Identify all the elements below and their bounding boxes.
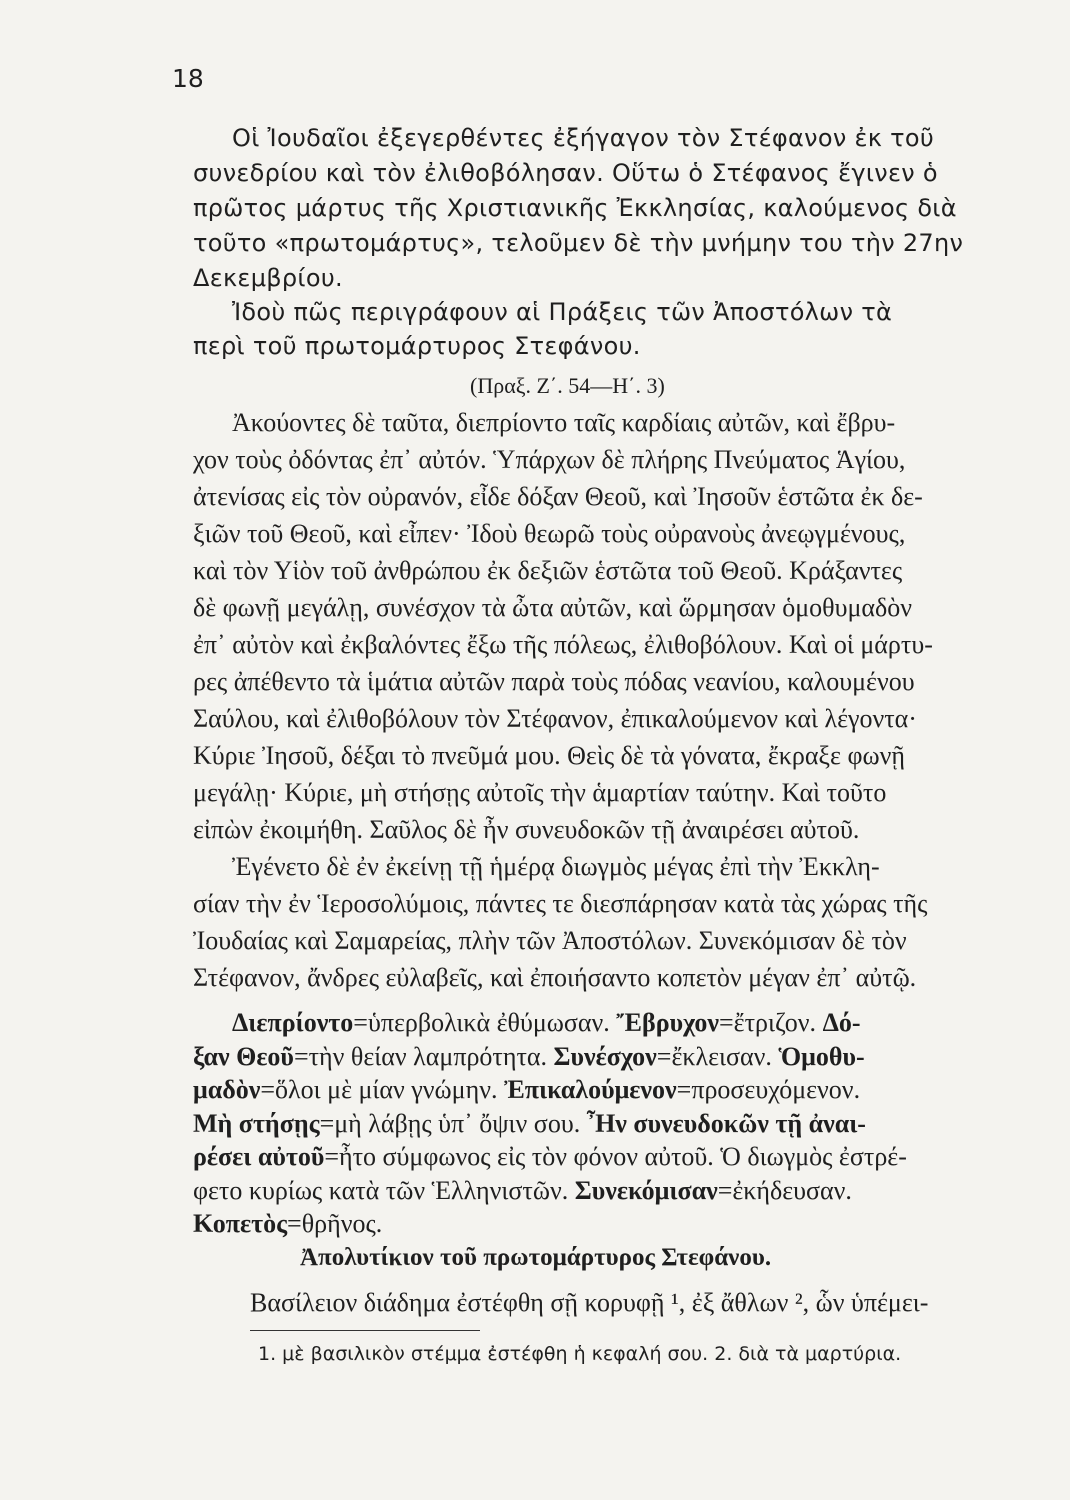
text-line: τοῦτο «πρωτομάρτυς», τελοῦμεν δὲ τὴν μνήμην του τὴν 27ην (193, 229, 964, 257)
scripture-line: Ἀκούοντες δὲ ταῦτα, διεπρίοντο ταῖς καρδίαις αὐτῶν, καὶ ἔβρυ- (232, 408, 896, 437)
glossary-term: Διεπρίοντο (232, 1008, 354, 1037)
glossary-term: Δό- (822, 1008, 861, 1037)
scripture-line: εἰπὼν ἐκοιμήθη. Σαῦλος δὲ ἦν συνευδοκῶν τῇ ἀναιρέσει αὐτοῦ. (193, 815, 860, 844)
glossary-line (193, 1175, 852, 1205)
scripture-line: Στέφανον, ἄνδρες εὐλαβεῖς, καὶ ἐποιήσαντο κοπετὸν μέγαν ἐπ᾽ αὐτῷ. (193, 963, 917, 992)
scripture-line: μεγάλῃ· Κύριε, μὴ στήσῃς αὐτοῖς τὴν ἁμαρτίαν ταύτην. Καὶ τοῦτο (193, 778, 887, 807)
glossary-definition: =ἔκλεισαν. (656, 1041, 779, 1071)
page-number: 18 (172, 64, 204, 93)
footnote: 1. μὲ βασιλικὸν στέμμα ἐστέφθη ἡ κεφαλή σου. 2. διὰ τὰ μαρτύρια. (258, 1343, 902, 1365)
glossary-definition: =ἦτο σύμφωνος εἰς τὸν φόνον αὐτοῦ. Ὁ διωγμὸς ἐστρέ- (324, 1142, 907, 1171)
glossary-line (193, 1077, 860, 1103)
glossary-line (193, 1108, 866, 1138)
glossary-line (232, 1010, 861, 1036)
hymn-line: Βασίλειον διάδημα ἐστέφθη σῇ κορυφῇ ¹, ἐξ ἄθλων ², ὧν ὑπέμει- (250, 1288, 929, 1317)
text-line: περὶ τοῦ πρωτομάρτυρος Στεφάνου. (193, 332, 641, 360)
text-line: Ἰδοὺ πῶς περιγράφουν αἱ Πράξεις τῶν Ἀποστόλων τὰ (232, 298, 893, 326)
glossary-definition: =ἐκήδευσαν. (717, 1175, 852, 1205)
text-line: συνεδρίου καὶ τὸν ἐλιθοβόλησαν. Οὕτω ὁ Στέφανος ἔγινεν ὁ (193, 159, 938, 187)
glossary-definition: =μὴ λάβῃς ὑπ᾽ ὄψιν σου. (319, 1108, 587, 1138)
footnote-divider (250, 1330, 480, 1331)
glossary-definition: =θρῆνος. (287, 1209, 383, 1238)
scripture-line: ξιῶν τοῦ Θεοῦ, καὶ εἶπεν· Ἰδοὺ θεωρῶ τοὺς οὐρανοὺς ἀνεῳγμένους, (193, 519, 906, 548)
scripture-line: σίαν τὴν ἐν Ἱεροσολύμοις, πάντες τε διεσπάρησαν κατὰ τὰς χώρας τῆς (193, 889, 928, 918)
glossary-line (193, 1211, 382, 1237)
scripture-line: Κύριε Ἰησοῦ, δέξαι τὸ πνεῦμά μου. Θεὶς δὲ τὰ γόνατα, ἔκραξε φωνῇ (193, 741, 905, 770)
glossary-term: Ὁμοθυ- (778, 1041, 865, 1071)
scripture-line: Ἐγένετο δὲ ἐν ἐκείνῃ τῇ ἡμέρᾳ διωγμὸς μέγας ἐπὶ τὴν Ἐκκλη- (232, 852, 880, 881)
glossary-term: Μὴ στήσῃς (193, 1108, 320, 1138)
glossary-definition: =τὴν θείαν λαμπρότητα. (293, 1041, 554, 1071)
scripture-line: ἐπ᾽ αὐτὸν καὶ ἐκβαλόντες ἔξω τῆς πόλεως, ἐλιθοβόλουν. Καὶ οἱ μάρτυ- (193, 630, 933, 659)
glossary-term: μαδὸν (193, 1075, 261, 1104)
glossary-term: Ἔβρυχον (616, 1008, 719, 1037)
scripture-line: ρες ἀπέθεντο τὰ ἱμάτια αὐτῶν παρὰ τοὺς πόδας νεανίου, καλουμένου (193, 667, 915, 696)
glossary-term: Ἦν συνευδοκῶν τῇ ἀναι- (586, 1108, 866, 1138)
scripture-line: Ἰουδαίας καὶ Σαμαρείας, πλὴν τῶν Ἀποστόλων. Συνεκόμισαν δὲ τὸν (193, 926, 907, 955)
text-line: Οἱ Ἰουδαῖοι ἐξεγερθέντες ἐξήγαγον τὸν Στέφανον ἐκ τοῦ (232, 124, 935, 152)
glossary-definition: =ὅλοι μὲ μίαν γνώμην. (260, 1075, 504, 1104)
scripture-line: δὲ φωνῇ μεγάλῃ, συνέσχον τὰ ὦτα αὐτῶν, καὶ ὥρμησαν ὁμοθυμαδὸν (193, 593, 913, 622)
text-line: πρῶτος μάρτυς τῆς Χριστιανικῆς Ἐκκλησίας, καλούμενος διὰ (193, 194, 957, 222)
glossary-definition: φετο κυρίως κατὰ τῶν Ἑλληνιστῶν. (193, 1175, 575, 1205)
glossary-definition: =προσευχόμενον. (676, 1075, 861, 1104)
glossary-term: Συνέσχον (553, 1041, 657, 1071)
glossary-definition: =ἔτριζον. (719, 1008, 823, 1037)
hymn-title: Ἀπολυτίκιον τοῦ πρωτομάρτυρος Στεφάνου. (300, 1244, 772, 1271)
scripture-line: ἀτενίσας εἰς τὸν οὐρανόν, εἶδε δόξαν Θεοῦ, καὶ Ἰησοῦν ἑστῶτα ἐκ δε- (193, 482, 923, 511)
scripture-reference: (Πραξ. Ζ΄. 54—Η΄. 3) (470, 373, 665, 398)
glossary-definition: =ὑπερβολικὰ ἐθύμωσαν. (353, 1008, 617, 1037)
scripture-line: καὶ τὸν Υἱὸν τοῦ ἀνθρώπου ἐκ δεξιῶν ἑστῶτα τοῦ Θεοῦ. Κράξαντες (193, 556, 903, 585)
scripture-line: χον τοὺς ὀδόντας ἐπ᾽ αὐτόν. Ὑπάρχων δὲ πλήρης Πνεύματος Ἁγίου, (193, 445, 906, 474)
glossary-term: ξαν Θεοῦ (193, 1041, 294, 1071)
glossary-term: Ἐπικαλούμενον (503, 1075, 677, 1104)
glossary-line (193, 1041, 865, 1071)
glossary-term: Κοπετὸς (193, 1209, 288, 1238)
glossary-line (193, 1144, 907, 1170)
glossary-term: Συνεκόμισαν (574, 1175, 718, 1205)
scripture-line: Σαύλου, καὶ ἐλιθοβόλουν τὸν Στέφανον, ἐπικαλούμενον καὶ λέγοντα· (193, 704, 917, 733)
text-line: Δεκεμβρίου. (193, 264, 343, 292)
glossary-term: ρέσει αὐτοῦ (193, 1142, 325, 1171)
